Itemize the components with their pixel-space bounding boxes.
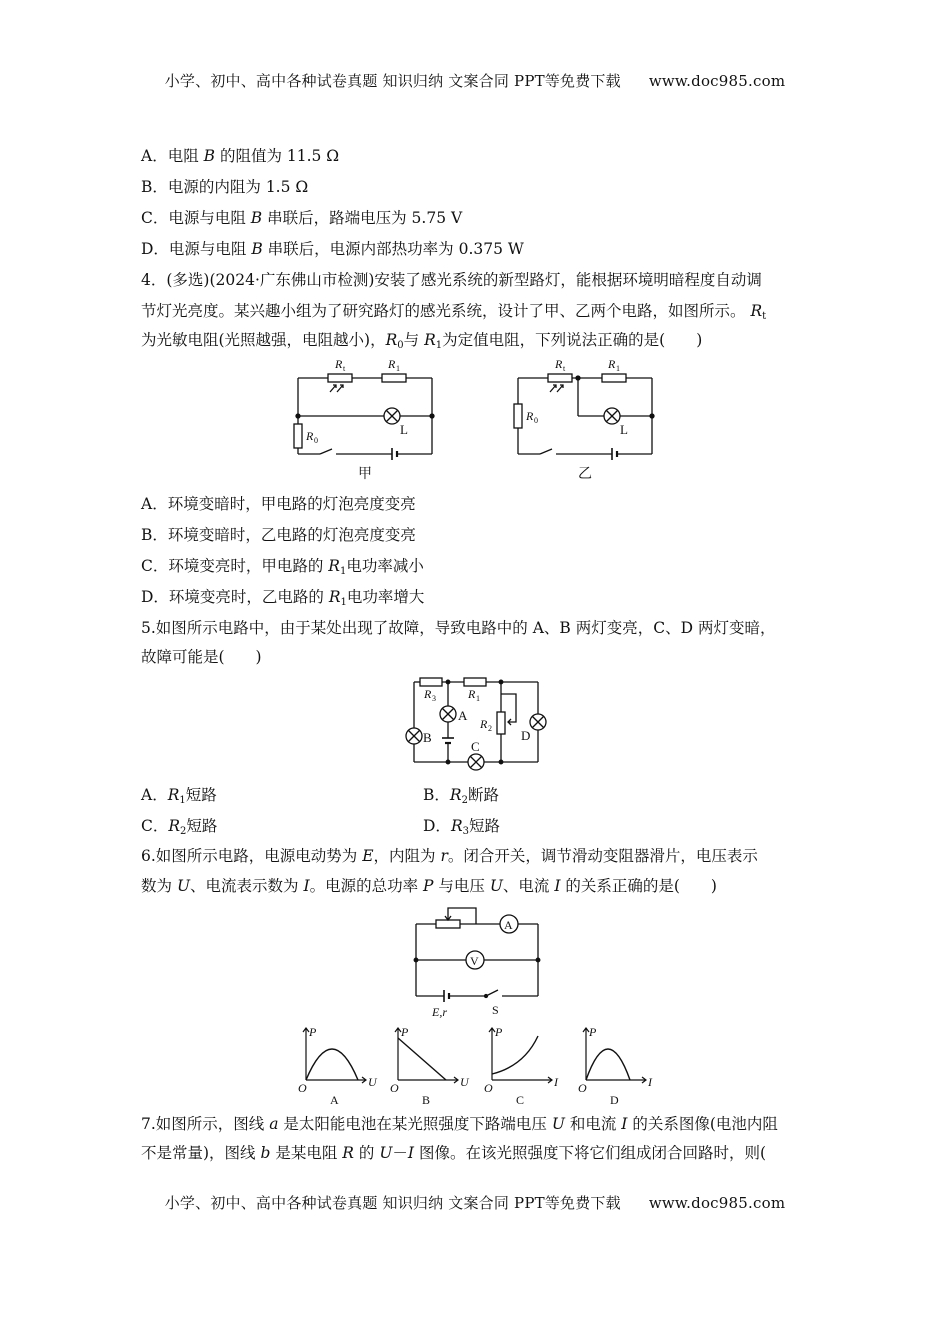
svg-text:1: 1	[616, 364, 620, 373]
label-r0-yi: R	[526, 409, 534, 423]
resistor-r1	[602, 374, 626, 382]
q7-stem-line1: 7.如图所示，图线 a 是太阳能电池在某光照强度下路端电压 U 和电流 I 的关系图像(电池内阻	[141, 1115, 778, 1133]
q5-option-b: B．$R_2$断路	[423, 786, 499, 806]
graph-a	[298, 1025, 378, 1107]
q4-option-a: A．环境变暗时，甲电路的灯泡亮度变亮	[141, 495, 416, 513]
svg-text:U: U	[368, 1075, 377, 1089]
page-footer	[0, 1192, 950, 1213]
footer-text: 小学、初中、高中各种试卷真题 知识归纳 文案合同 PPT等免费下载	[164, 1194, 621, 1212]
svg-text:U: U	[460, 1075, 469, 1089]
graph-c	[484, 1025, 559, 1107]
q4-circuit-figure	[280, 354, 680, 488]
q6-circuit-figure	[408, 904, 548, 1020]
graph-d-label: D	[610, 1093, 619, 1107]
svg-text:P: P	[495, 1025, 503, 1039]
svg-text:O: O	[578, 1081, 587, 1095]
graph-c-label: C	[516, 1093, 525, 1107]
svg-text:O: O	[484, 1081, 493, 1095]
label-yi: 乙	[578, 467, 592, 482]
q7-stem-line2: 不是常量)，图线 b 是某电阻 R 的 U－I 图像。在该光照强度下将它们组成闭合回路时，则(	[141, 1144, 767, 1162]
q5-stem-line1: 5.如图所示电路中，由于某处出现了故障，导致电路中的 A、B 两灯变亮，C、D 两灯变暗，	[141, 619, 776, 637]
label-jia: 甲	[358, 467, 372, 482]
rheostat-r2	[497, 712, 505, 734]
label-c: C	[471, 739, 480, 754]
graph-d	[578, 1025, 653, 1107]
svg-text:P: P	[309, 1025, 317, 1039]
label-rt-jia: R	[335, 357, 343, 371]
svg-text:R: R	[480, 717, 488, 731]
label-a: A	[458, 708, 468, 723]
header-url[interactable]: www.doc985.com	[648, 72, 786, 90]
photoresistor-rt	[548, 374, 572, 382]
svg-text:t: t	[563, 364, 566, 373]
label-r1: 1	[476, 694, 480, 703]
resistor-r0	[294, 424, 302, 448]
q4-stem-line1: 4．(多选)(2024·广东佛山市检测)安装了感光系统的新型路灯，能根据环境明暗程度自动调	[141, 271, 762, 289]
q3-option-b: B．电源的内阻为 1.5 Ω	[141, 178, 309, 196]
svg-text:P: P	[589, 1025, 597, 1039]
footer-url[interactable]: www.doc985.com	[648, 1194, 786, 1212]
label-r3: 3	[432, 694, 436, 703]
label-b: B	[423, 730, 432, 745]
label-voltmeter: V	[470, 954, 479, 968]
q5-circuit-figure	[398, 672, 558, 776]
label-rt-yi: R	[555, 357, 563, 371]
q6-stem-line2: 数为 U、电流表示数为 I。电源的总功率 P 与电压 U、电流 I 的关系正确的是( )	[141, 877, 717, 895]
header-text: 小学、初中、高中各种试卷真题 知识归纳 文案合同 PPT等免费下载	[164, 72, 621, 90]
svg-text:O: O	[390, 1081, 399, 1095]
svg-text:R: R	[468, 687, 476, 701]
q4-stem-line2: 节灯光亮度。某兴趣小组为了研究路灯的感光系统，设计了甲、乙两个电路，如图所示。 $R_t$	[141, 302, 767, 322]
circuit-jia	[294, 357, 434, 482]
label-d: D	[521, 728, 531, 743]
label-r2: 2	[488, 724, 492, 733]
svg-text:O: O	[298, 1081, 307, 1095]
label-lamp-yi: L	[620, 422, 628, 437]
q6-stem-line1: 6.如图所示电路，电源电动势为 E，内阻为 r。闭合开关，调节滑动变阻器滑片，电压表示	[141, 847, 758, 865]
graph-b	[390, 1025, 470, 1107]
label-source: E,r	[432, 1005, 447, 1019]
rheostat	[436, 920, 460, 928]
q4-stem-line3: 为光敏电阻(光照越强，电阻越小)，$R_0$与 $R_1$为定值电阻，下列说法正确的是( )	[141, 331, 703, 351]
resistor-r1	[382, 374, 406, 382]
q4-option-d: D．环境变亮时，乙电路的 $R_1$电功率增大	[141, 588, 425, 608]
label-r1-yi: R	[608, 357, 616, 371]
q5-option-a: A．$R_1$短路	[141, 786, 217, 806]
label-r1-jia: R	[388, 357, 396, 371]
q6-graphs	[292, 1024, 664, 1108]
q5-option-d: D．$R_3$短路	[423, 817, 500, 837]
q3-option-d: D．电源与电阻 B 串联后，电源内部热功率为 0.375 W	[141, 240, 524, 258]
q5-option-c: C．$R_2$短路	[141, 817, 218, 837]
label-switch: S	[492, 1003, 499, 1017]
graph-a-label: A	[330, 1093, 339, 1107]
resistor-r3	[420, 678, 442, 686]
svg-text:I: I	[648, 1075, 652, 1089]
page-header	[0, 70, 950, 91]
svg-text:0: 0	[314, 436, 318, 445]
label-lamp-jia: L	[400, 422, 408, 437]
switch	[540, 449, 552, 454]
q4-option-b: B．环境变暗时，乙电路的灯泡亮度变亮	[141, 526, 416, 544]
svg-text:R: R	[424, 687, 432, 701]
q4-option-c: C．环境变亮时，甲电路的 $R_1$电功率减小	[141, 557, 424, 577]
label-ammeter: A	[504, 918, 513, 932]
q5-stem-line2: 故障可能是( )	[141, 648, 262, 666]
svg-text:I: I	[554, 1075, 558, 1089]
q3-option-a: A．电阻 B 的阻值为 11.5 Ω	[141, 147, 340, 165]
svg-text:0: 0	[534, 416, 538, 425]
switch	[320, 449, 332, 454]
resistor-r1	[464, 678, 486, 686]
label-r0-jia: R	[306, 429, 314, 443]
resistor-r0	[514, 404, 522, 428]
q3-option-c: C．电源与电阻 B 串联后，路端电压为 5.75 V	[141, 209, 463, 227]
photoresistor-rt	[328, 374, 352, 382]
graph-b-label: B	[422, 1093, 431, 1107]
svg-text:1: 1	[396, 364, 400, 373]
circuit-yi	[514, 357, 654, 482]
svg-text:t: t	[343, 364, 346, 373]
svg-text:P: P	[401, 1025, 409, 1039]
